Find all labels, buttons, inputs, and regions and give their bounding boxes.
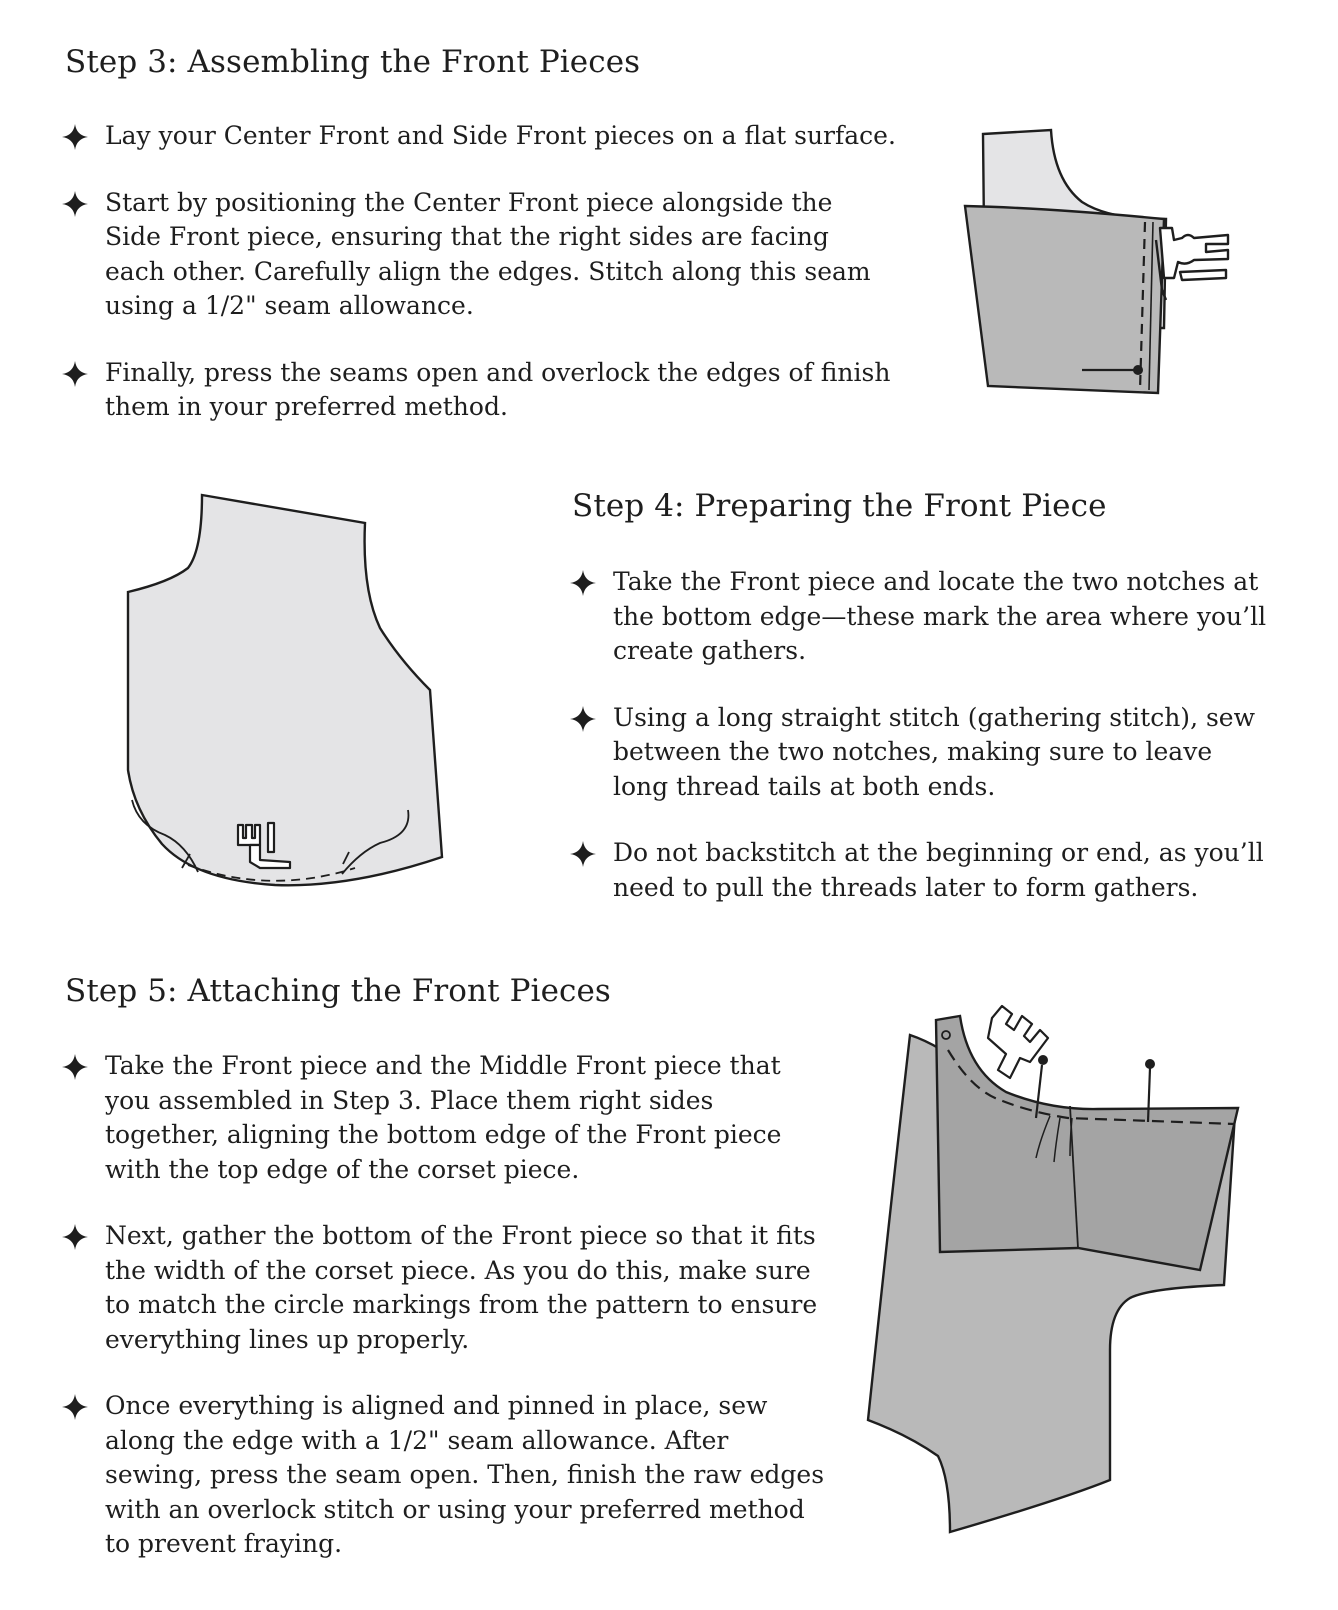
step-4-item-1 [569,565,1269,669]
step-5-item-2 [61,1219,831,1357]
side-front-piece [965,206,1164,393]
step-4-item-3 [569,836,1269,905]
step-3-item-1-text: Lay your Center Front and Side Front pieces on a flat surface. [105,121,896,150]
presser-foot-icon [988,1006,1048,1078]
step-5-heading: Step 5: Attaching the Front Pieces [65,973,611,1009]
step-4-heading: Step 4: Preparing the Front Piece [572,488,1107,524]
four-point-star-icon [61,1393,89,1421]
step-5-item-1 [61,1049,831,1187]
step-5-item-1-text: Take the Front piece and the Middle Front piece that you assembled in Step 3. Place them right sides together, aligning the bottom edge of the Front piece with the top edge of the corset piece. [105,1051,782,1184]
step-4-illustration [110,480,460,900]
step-5-item-2-text: Next, gather the bottom of the Front piece so that it fits the width of the corset piece. As you do this, make sure to match the circle markings from the pattern to ensure everything lines up properly. [105,1221,818,1354]
step-5-list [61,1049,831,1594]
step-3-item-3-text: Finally, press the seams open and overlock the edges of finish them in your preferred method. [105,357,891,421]
four-point-star-icon [61,1053,89,1081]
step-5-item-3 [61,1389,831,1562]
step-4-item-2 [569,701,1269,805]
step-4-item-3-text: Do not backstitch at the beginning or end, as you’ll need to pull the threads later to form gathers. [613,838,1264,902]
step-3-item-3 [61,356,896,425]
step-4-item-1-text: Take the Front piece and locate the two notches at the bottom edge—these mark the area where you’ll create gathers. [613,567,1267,665]
step-4-list [569,565,1269,937]
four-point-star-icon [61,1223,89,1251]
step-5-illustration [860,1010,1260,1550]
step-3-list [61,119,896,457]
step-4-item-2-text: Using a long straight stitch (gathering stitch), sew between the two notches, making sure to leave long thread tails at both ends. [613,702,1255,801]
step-5-item-3-text: Once everything is aligned and pinned in place, sew along the edge with a 1/2" seam allowance. After sewing, press the seam open. Then, finish the raw edges with an overlock stitch or using your preferred method to prevent fraying. [105,1391,825,1558]
four-point-star-icon [569,705,597,733]
front-piece [128,495,442,885]
four-point-star-icon [61,360,89,388]
step-3-item-1 [61,119,896,154]
four-point-star-icon [569,840,597,868]
step-3-illustration [950,120,1250,410]
step-3-heading: Step 3: Assembling the Front Pieces [65,44,641,80]
step-3-item-2 [61,186,896,324]
step-3-item-2-text: Start by positioning the Center Front piece alongside the Side Front piece, ensuring that the right sides are facing each other. Carefully align the edges. Stitch along this seam using a 1/2" seam allowance. [105,187,871,320]
four-point-star-icon [61,190,89,218]
corset-piece [936,1016,1238,1270]
four-point-star-icon [61,123,89,151]
four-point-star-icon [569,569,597,597]
presser-foot-icon [1156,228,1228,300]
